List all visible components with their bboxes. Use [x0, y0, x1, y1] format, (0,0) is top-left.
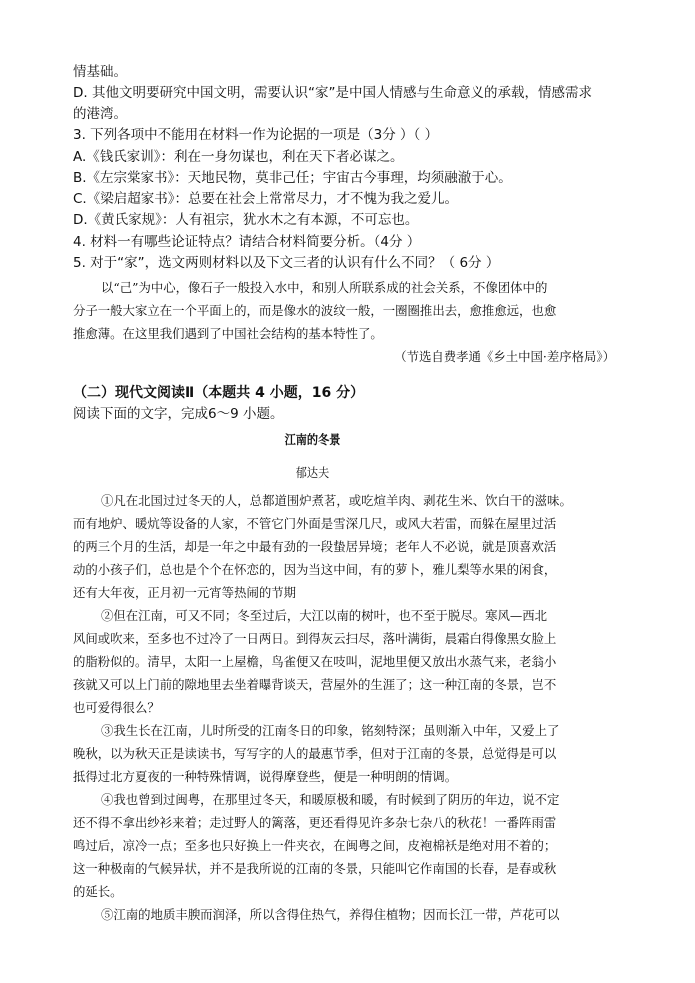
question-3-option-b: B.《左宗棠家书》：天地民物，莫非己任；宇宙古今事理，均须融澈于心。 [73, 170, 512, 186]
question-3-option-d: D.《黄氏家规》：人有祖宗，犹水木之有本源，不可忘也。 [73, 212, 419, 228]
quote-source: （节选自费孝通《乡土中国·差序格局》） [394, 349, 615, 364]
paragraph-line: 孩就又可以上门前的隙地里去坐着曝背谈天，营屋外的生涯了；这一种江南的冬景，岂不 [73, 677, 557, 692]
paragraph-line: 还有大年夜，正月初一元宵等热闹的节期 [73, 585, 297, 600]
section-title: （二）现代文阅读Ⅱ（本题共 4 小题，16 分） [73, 385, 365, 401]
paragraph-line: ③我生长在江南，儿时所受的江南冬日的印象，铭刻特深；虽则渐入中年，又爱上了 [101, 723, 560, 738]
essay-author: 郁达夫 [295, 465, 330, 480]
paragraph-line: ①凡在北国过过冬天的人，总都道围炉煮茗，或吃煊羊肉、剥花生米、饮白干的滋味。 [101, 493, 572, 508]
paragraph-line: 的两三个月的生活，却是一年之中最有劲的一段蛰居异境；老年人不必说，就是顶喜欢活 [73, 539, 557, 554]
paragraph-line: 鸣过后，凉冷一点；至多也只好换上一件夹衣，在闽粤之间，皮袍棉袄是绝对用不着的； [73, 838, 557, 853]
essay-title: 江南的冬景 [284, 432, 341, 447]
paragraph-line: 抵得过北方夏夜的一种特殊情调，说得摩登些，便是一种明朗的情调。 [73, 769, 458, 784]
paragraph-line: ②但在江南，可又不同；冬至过后，大江以南的树叶，也不至于脱尽。寒风—西北 [101, 608, 548, 623]
question-3: 3. 下列各项中不能用在材料一作为论据的一项是（3分 ）（ ） [73, 127, 439, 143]
instruction-text: 阅读下面的文字，完成6～9 小题。 [73, 406, 284, 422]
question-4: 4. 材料一有哪些论证特点？请结合材料简要分析。（4分 ） [73, 234, 421, 250]
quote-line: 推愈薄。在这里我们遇到了中国社会结构的基本特性了。 [73, 326, 383, 341]
quote-line: 以“己”为中心，像石子一般投入水中，和别人所联系成的社会关系，不像团体中的 [101, 280, 548, 295]
paragraph-line: ⑤江南的地质丰腴而润泽，所以含得住热气，养得住植物；因而长江一带，芦花可以 [101, 907, 560, 922]
paragraph-line: 也可爱得很么？ [73, 700, 160, 715]
quote-line: 分子一般大家立在一个平面上的，而是像水的波纹一般，一圈圈推出去，愈推愈远，也愈 [73, 303, 557, 318]
text-line: 的港湾。 [73, 106, 127, 122]
paragraph-line: 还不得不拿出纱衫来着；走过野人的篱落，更还看得见许多杂七杂八的秋花！一番阵雨雷 [73, 815, 557, 830]
question-5: 5. 对于“家”，选文两则材料以及下文三者的认识有什么不同？（ 6分 ） [73, 255, 500, 271]
paragraph-line: 的脂粉似的。清早，太阳一上屋檐，鸟雀便又在吱叫，泥地里便又放出水蒸气来，老翁小 [73, 654, 557, 669]
paragraph-line: 晚秋，以为秋天正是读读书，写写字的人的最惠节季，但对于江南的冬景，总觉得是可以 [73, 746, 557, 761]
paragraph-line: 风间或吹来，至多也不过冷了一日两日。到得灰云扫尽，落叶满街，晨霜白得像黑女脸上 [73, 631, 557, 646]
text-line: 情基础。 [73, 64, 127, 80]
question-3-option-c: C.《梁启超家书》：总要在社会上常常尽力，才不愧为我之爱儿。 [73, 191, 458, 207]
option-d-3rd-question: D. 其他文明要研究中国文明，需要认识“家”是中国人情感与生命意义的承载，情感需求 [73, 85, 592, 101]
paragraph-line: 这一种极南的气候异状，并不是我所说的江南的冬景，只能叫它作南国的长春，是春或秋 [73, 861, 557, 876]
paragraph-line: 动的小孩子们，总也是个个在怀恋的，因为当这中间，有的萝卜，雅儿梨等水果的闲食， [73, 562, 557, 577]
paragraph-line: ④我也曾到过闽粤，在那里过冬天，和暖原极和暖，有时候到了阴历的年边，说不定 [101, 792, 560, 807]
paragraph-line: 的延长。 [73, 884, 123, 899]
question-3-option-a: A.《钱氏家训》：利在一身勿谋也，利在天下者必谋之。 [73, 149, 404, 165]
paragraph-line: 而有地炉、暖炕等设备的人家，不管它门外面是雪深几尺，或风大若雷，而躲在屋里过活 [73, 516, 557, 531]
